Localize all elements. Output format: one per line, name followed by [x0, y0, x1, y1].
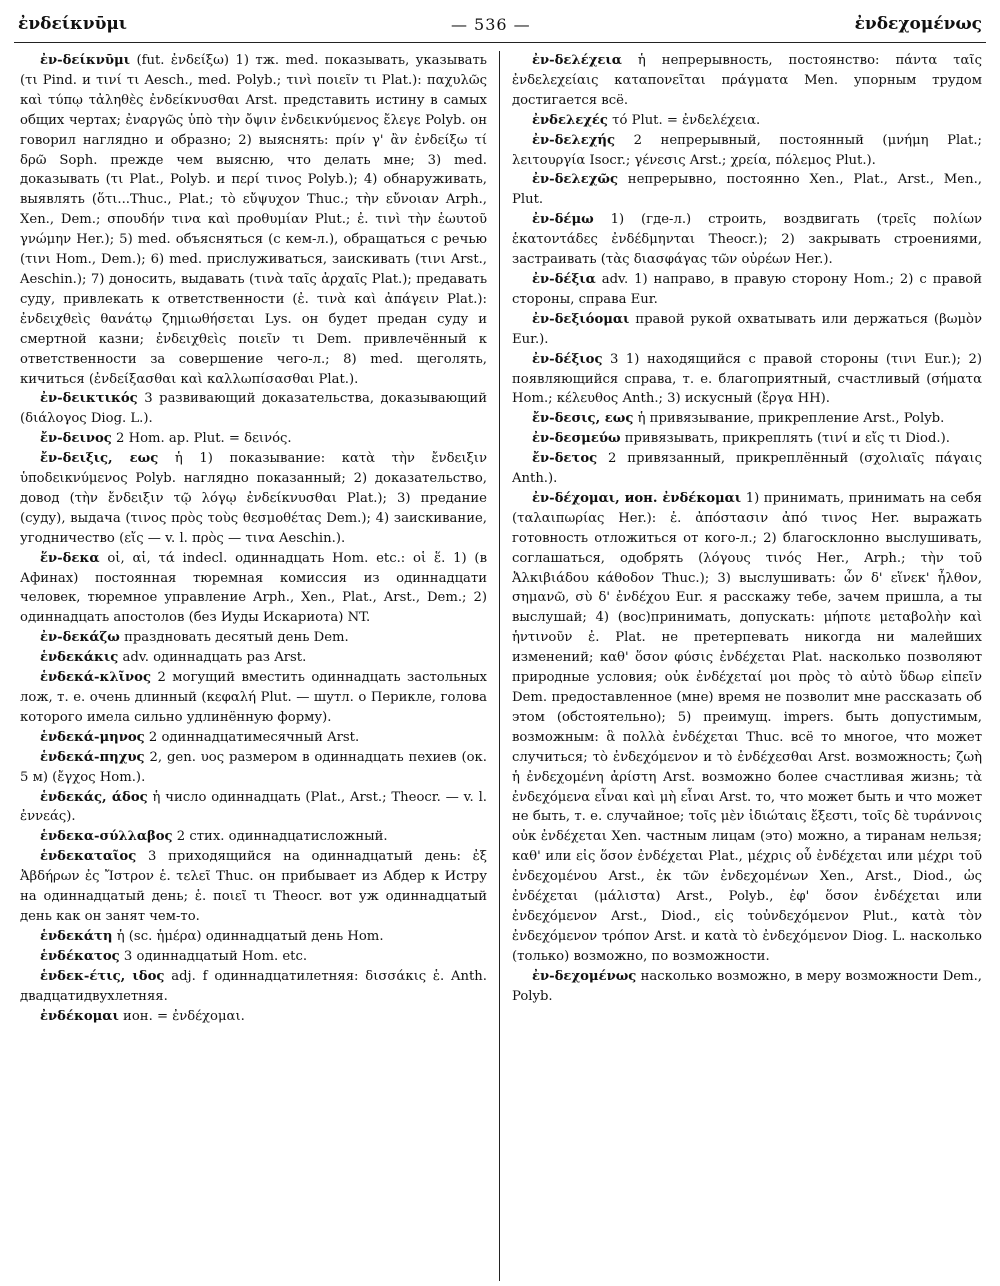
entry-headword: ἐν-δέμω	[532, 212, 594, 228]
entry-headword: ἑνδέκατος	[40, 948, 120, 964]
entry-definition: τό Plut. = ἐνδελέχεια.	[612, 112, 761, 128]
entry-definition: ἡ привязывание, прикрепление Arst., Polyb.	[637, 411, 945, 427]
entry-headword: ἐν-δελεχῶς	[532, 172, 618, 188]
entry-definition: 3 1) находящийся с правой стороны (τινι Eur.); 2) появляющийся справа, т. е. благоприятный, счастливый (σήματα Hom.; κέλευθος Anth.; 3) искусный (ἔργα HH).	[512, 351, 982, 407]
entry-headword: ἐν-δείκνῡμι	[40, 53, 131, 68]
dictionary-entry	[20, 429, 487, 449]
entry-headword: ἔν-δεσις, εως	[532, 411, 634, 427]
entry-definition: 2 привязанный, прикреплённый (σχολιαῖς πάγαις Anth.).	[512, 451, 982, 487]
entry-headword: ἐν-δεσμεύω	[532, 431, 621, 447]
entry-headword: ἐν-δέξια	[532, 271, 596, 287]
dictionary-entry	[20, 628, 487, 648]
dictionary-entry	[20, 668, 487, 728]
entry-definition: ἡ число одиннадцать (Plat., Arst.; Theocr. — v. l. ἐννεάς).	[20, 789, 487, 825]
right-column	[500, 51, 986, 1281]
entry-definition: ион. = ἐνδέχομαι.	[123, 1008, 245, 1024]
entry-headword: ἕν-δεκα	[40, 550, 100, 566]
entry-definition: 3 развивающий доказательства, доказывающий (διάλογος Diog. L.).	[20, 391, 487, 427]
entry-definition: 1) (где-л.) строить, воздвигать (τρεῖς πολίων ἑκατοντάδες ἐνδέδμηνται Theocr.); 2) закрывать строениями, застраивать (τὰς διασφάγας τῶν οὐρέων Her.).	[512, 212, 982, 268]
dictionary-entry	[20, 51, 487, 389]
entry-definition: 3 одиннадцатый Hom. etc.	[123, 948, 308, 964]
dictionary-entry	[20, 549, 487, 629]
dictionary-entry	[20, 389, 487, 429]
dictionary-entry	[20, 449, 487, 549]
dictionary-entry	[512, 51, 982, 111]
dictionary-entry	[20, 748, 487, 788]
dictionary-entry	[20, 947, 487, 967]
dictionary-entry	[20, 788, 487, 828]
entry-headword: ἑνδεκ-έτις, ιδος	[40, 968, 165, 984]
entry-definition: adv. 1) направо, в правую сторону Hom.; 2) с правой стороны, справа Eur.	[512, 271, 982, 307]
entry-headword: ἐν-δεικτικός	[40, 391, 138, 407]
entry-headword: ἐνδέκομαι	[40, 1008, 119, 1024]
dictionary-entry	[512, 310, 982, 350]
dictionary-entry	[512, 489, 982, 967]
entry-headword: ἑνδεκαταῖος	[40, 849, 137, 865]
entry-headword: ἐν-δέχομαι, ион. ἐνδέκομαι	[532, 490, 742, 506]
dictionary-entry	[20, 967, 487, 1007]
entry-definition: непрерывно, постоянно Xen., Plat., Arst., Men., Plut.	[512, 172, 982, 208]
dictionary-entry	[512, 429, 982, 449]
entry-definition: привязывать, прикреплять (τινί и εἴς τι Diod.).	[624, 431, 950, 447]
dictionary-entry	[20, 847, 487, 927]
entry-headword: ἑνδεκάτη	[40, 928, 113, 944]
entry-definition: 1) принимать, принимать на себя (ταλαιπωρίας Her.): ἐ. ἀπόστασιν ἀπό τινος Her. выражать готовность отложиться от кого-л.; 2) благосклонно выслушивать, соглашаться, одобрять (λόγους τινός Her., Arph.; τὴν τοῦ Ἀλκιβιάδου κάθοδον Thuc.); 3) выслушивать: ὧν δ' εἵνεκ' ἦλθον, σημανῶ, σὺ δ' ἐνδέχου Eur. я расскажу тебе, зачем пришла, а ты выслушай; 4) (вос)принимать, допускать: μήποτε μεταβολὴν καὶ ἡντινοῦν ἐ. Plat. не претерпевать никогда ни малейших изменений; καθ' ὅσον φύσις ἐνδέχεται Plat. насколько позволяют природные условия; οὐκ ἐνδέχεταί μοι πρὸς τὸ αὐτὸ ὕδωρ εἰπεῖν Dem. предоставленное (мне) время не позволит мне рассказать об этом (обстоятельно); 5) преимущ. impers. быть допустимым, возможным: ἃ πολλὰ ἐνδέχεται Thuc. всё то многое, что может случиться; τὸ ἐνδεχόμενον и τὸ ἐνδέχεσθαι Arst. возможность; ζωὴ ἡ ἐνδεχομένη ἀρίστη Arst. возможно более счастливая жизнь; τὰ ἐνδεχόμενα εἶναι καὶ μὴ εἶναι Arst. то, что может быть и что может не быть, т. е. случайное; τοῖς μὲν ἰδιώταις ἔξεστι, τοῖς δὲ τυράννοις οὐκ ἐνδέχεται Xen. частным лицам (это) можно, а тиранам нельзя; καθ' или εἰς ὅσον ἐνδέχεται Plat., μέχρις οὗ ἐνδέχεται или μέχρι τοῦ ἐνδεχομένου Arst., ἐκ τῶν ἐνδεχομένων Xen., Arst., Diod., ὡς ἐνδέχεται (μάλιστα) Arst., Polyb., ἐφ' ὅσον ἐνδέχεται или ἐνδεχόμενον Arst., Diod., εἰς τοὐνδεχόμενον Plut., κατὰ τὸν ἐνδεχόμενον τρόπον Arst. и κατὰ τὸ ἐνδεχόμενον Diog. L. насколько (только) возможно, по возможности.	[512, 490, 982, 964]
entry-definition: 2 одиннадцатимесячный Arst.	[148, 729, 360, 745]
entry-definition: adj. f одиннадцатилетняя: δισσάκις ἑ. Anth. двадцатидвухлетняя.	[20, 968, 487, 1004]
entry-headword: ἐν-δελέχεια	[532, 53, 622, 68]
entry-definition: 2, gen. υος размером в одиннадцать пехиев (ок. 5 м) (ἔγχος Hom.).	[20, 749, 487, 785]
dictionary-entry	[512, 210, 982, 270]
entry-headword: ἑνδεκά-μηνος	[40, 729, 145, 745]
entry-headword: ἐν-δέξιος	[532, 351, 603, 367]
entry-headword: ἐν-δεξιόομαι	[532, 311, 630, 327]
header-right-headword: ἐνδεχομένως	[854, 14, 982, 34]
entry-definition: ἡ непрерывность, постоянство: πάντα ταῖς ἐνδελεχείαις καταπονεῖται πράγματα Men. упорным трудом достигается всё.	[512, 53, 982, 108]
page-header	[14, 10, 986, 43]
dictionary-entry	[20, 648, 487, 668]
page-number: — 536 —	[450, 14, 531, 34]
entry-definition: праздновать десятый день Dem.	[124, 630, 349, 646]
entry-headword: ἐνδελεχές	[532, 112, 608, 128]
dictionary-entry	[512, 409, 982, 429]
dictionary-entry	[512, 131, 982, 171]
two-column-body	[14, 51, 986, 1281]
entry-headword: ἑνδεκα-σύλλαβος	[40, 829, 173, 845]
entry-headword: ἐν-δελεχής	[532, 132, 616, 148]
dictionary-entry	[20, 1007, 487, 1027]
dictionary-entry	[512, 350, 982, 410]
entry-headword: ἑνδεκά-κλῖνος	[40, 670, 151, 686]
dictionary-entry	[512, 967, 982, 1007]
dictionary-entry	[20, 827, 487, 847]
dictionary-entry	[512, 270, 982, 310]
entry-definition: (fut. ἐνδείξω) 1) тж. med. показывать, указывать (τι Pind. и τινί τι Aesch., med. Polyb.; τινὶ ποιεῖν τι Plat.): παχυλῶς καὶ τύπῳ τἀληθὲς ἐνδείκνυσθαι Arst. представить истину в самых общих чертах; ἐναργῶς ὑπὸ τὴν ὄψιν ἐνδεικνύμενος ἔλεγε Polyb. он говорил наглядно и образно; 2) выяснять: πρίν γ' ἂν ἐνδείξω τί δρῶ Soph. прежде чем выясню, что делать мне; 3) med. доказывать (τι Plat., Polyb. и περί τινος Polyb.); 4) обнаруживать, выявлять (ὅτι...Thuc., Plat.; τὸ εὔψυχον Thuc.; τὴν εὔνοιαν Arph., Xen., Dem.; σπουδήν τινα καὶ προθυμίαν Plut.; ἐ. τινὶ τὴν ἑωυτοῦ γνώμην Her.); 5) med. объясняться (с кем-л.), обращаться с речью (τινι Hom., Dem.); 6) med. прислуживаться, заискивать (τινι Arst., Aeschin.); 7) доносить, выдавать (τινὰ ταῖς ἀρχαῖς Plat.); предавать суду, привлекать к ответственности (ἐ. τινὰ καὶ ἀπάγειν Plat.): ἐνδειχθεὶς θανάτῳ ζημιωθήσεται Lys. он будет предан суду и смертной казни; ἐνδειχθεὶς ποιεῖν τι Dem. привлечённый к ответственности за совершение чего-л.; 8) med. щеголять, кичиться (ἐνδείξασθαι καὶ καλλωπίσασθαι Plat.).	[20, 53, 487, 387]
entry-definition: 2 непрерывный, постоянный (μνήμη Plat.; λειτουργία Isocr.; γένεσις Arst.; χρεία, πόλεμος Plut.).	[512, 132, 982, 168]
entry-definition: ἡ (sc. ἡμέρα) одиннадцатый день Hom.	[116, 928, 384, 944]
left-column	[14, 51, 500, 1281]
entry-headword: ἑνδεκάς, άδος	[40, 789, 148, 805]
entry-headword: ἔν-δετος	[532, 451, 598, 467]
entry-headword: ἔν-δειξις, εως	[40, 451, 159, 467]
entry-headword: ἑνδεκά-πηχυς	[40, 749, 145, 765]
entry-headword: ἑνδεκάκις	[40, 650, 119, 666]
dictionary-entry	[512, 170, 982, 210]
entry-headword: ἐν-δεκάζω	[40, 630, 120, 646]
entry-definition: 2 Hom. ap. Plut. = δεινός.	[116, 431, 292, 447]
entry-definition: ἡ 1) показывание: κατὰ τὴν ἔνδειξιν ὑποδεικνύμενος Polyb. наглядно показанный; 2) доказательство, довод (τὴν ἔνδειξιν τῷ λόγῳ ἐνδείκνυσθαι Plat.); 3) предание (суду), выдача (τινος πρὸς τοὺς θεσμοθέτας Dem.); 4) заискивание, угодничество (εἴς — v. l. πρὸς — τινα Aeschin.).	[20, 451, 487, 546]
entry-definition: adv. одиннадцать раз Arst.	[122, 650, 307, 666]
entry-definition: 2 стих. одиннадцатисложный.	[176, 829, 388, 845]
entry-definition: правой рукой охватывать или держаться (βωμὸν Eur.).	[512, 311, 982, 347]
entry-headword: ἐν-δεχομένως	[532, 968, 637, 984]
header-left-headword: ἐνδείκνῡμι	[18, 14, 128, 34]
entry-definition: 3 приходящийся на одиннадцатый день: ἐξ Ἀβδήρων ἐς Ἴστρον ἑ. τελεῖ Thuc. он прибывает из Абдер к Истру на одиннадцатый день; ἑ. ποιεῖ τι Theocr. вот уж одиннадцатый день как он занят чем-то.	[20, 849, 487, 924]
dictionary-entry	[20, 927, 487, 947]
entry-definition: 2 могущий вместить одиннадцать застольных лож, т. е. очень длинный (κεφαλή Plut. — шутл. о Перикле, голова которого имела сильно удлинённую форму).	[20, 670, 487, 725]
entry-headword: ἔν-δεινος	[40, 431, 112, 447]
dictionary-entry	[512, 449, 982, 489]
dictionary-entry	[512, 111, 982, 131]
entry-definition: насколько возможно, в меру возможности Dem., Polyb.	[512, 968, 982, 1004]
entry-definition: οἱ, αἱ, τά indecl. одиннадцать Hom. etc.: οἱ ἕ. 1) (в Афинах) постоянная тюремная комиссия из одиннадцати человек, тюремное управление Arph., Xen., Plat., Arst., Dem.; 2) одиннадцать апостолов (без Иуды Искариота) NT.	[20, 550, 487, 626]
dictionary-entry	[20, 728, 487, 748]
